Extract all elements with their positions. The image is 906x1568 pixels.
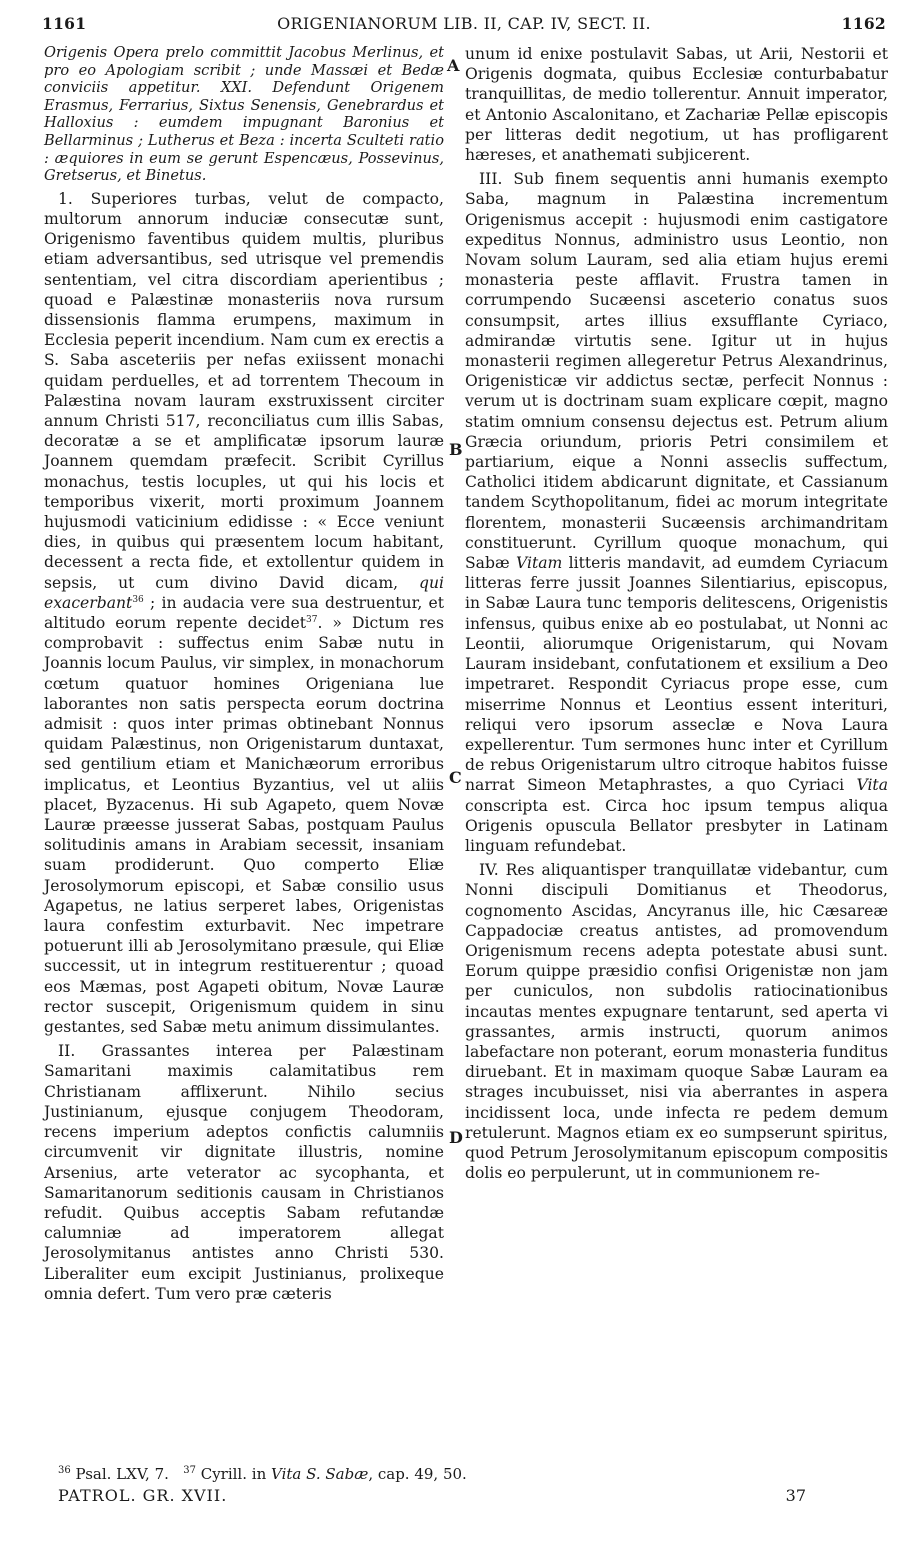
footnote-ref-37: 37 (306, 614, 318, 625)
running-title: ORIGENIANORUM LIB. II, CAP. IV, SECT. II. (277, 14, 651, 33)
margin-marker-b: B (449, 440, 463, 459)
right-page-number: 1162 (841, 14, 886, 33)
footnote-37-text-a: Cyrill. in (200, 1465, 267, 1483)
signature-number: 37 (785, 1486, 806, 1505)
paragraph-1-end: . » Dictum res comprobavit : suffectus enim Sabæ nutu in Joannis locum Paulus, vir simplex, in monachorum cœtum quatuor homines Origeniana lue laborantes non satis perspecta eorum doctrina admisit : quos inter primas obtinebant Nonnus quidam Palæstinus, non Origenistarum duntaxat, sed gentilium etiam et Manichæorum erroribus implicatus, et Leontius Byzantius, vel ut aliis placet, Byzacenus. Hi sub Agapeto, quem Novæ Lauræ præesse jusserat Sabas, postquam Paulus solitudinis amans in Arabiam secessit, insaniam suam prodiderunt. Quo comperto Eliæ Jerosolymorum episcopi, et Sabæ consilio usus Agapetus, ne latius serperet labes, Origenistas laura confestim exturbavit. Nec impetrare potuerunt illi ab Jerosolymitano præsule, qui Eliæ successit, ut in integrum restituerentur ; quoad eos Mæmas, post Agapeti obitum, Novæ Lauræ rector suscepit, Origenismum quidem in sinu gestantes, sed Sabæ metu animum dissimulantes. (44, 614, 444, 1037)
paragraph-2: II. Grassantes interea per Palæstinam Samaritani maximis calamitatibus rem Christianam afflixerunt. Nihilo secius Justinianum, ejusque conjugem Theodoram, recens imperium adeptos confictis calumniis circumvenit vir dignitate illustris, nomine Arsenius, arte veterator ac sycophanta, et Samaritanorum seditionis causam in Christianos refudit. Quibus acceptis Sabam refutandæ calumniæ ad imperatorem allegat Jerosolymitanus antistes anno Christi 530. Liberaliter eum excipit Justinianus, prolixeque omnia defert. Tum vero præ cæteris (44, 1042, 444, 1303)
left-page-number: 1161 (42, 14, 87, 33)
paragraph-1-italic: qui exacerbant (44, 573, 444, 612)
paragraph-1-mid: ; in audacia vere sua destruentur, et altitudo eorum repente decidet (44, 593, 444, 633)
margin-marker-d: D (449, 1128, 463, 1147)
running-header (42, 14, 886, 38)
left-column (44, 44, 444, 1304)
paragraph-3-italic-vita: Vita (856, 776, 888, 795)
paragraph-3-text-a: III. Sub finem sequentis anni humanis exempto Saba, magnum in Palæstina incrementum Origenismus accepit : hujusmodi enim castigatore expeditus Nonnus, administro usus Leontio, non Novam solum Lauram, sed alia etiam hujus eremi monasteria peste afflavit. Frustra tamen in corrumpendo Sucæensi asceterio conatus suos consumpsit, artes illius exsufflante Cyriaco, admirandæ virtutis sene. Igitur ut in hujus monasterii regimen allegeretur Petrus Alexandrinus, Origenisticæ vir addictus sectæ, perfecit Nonnus : verum ut is doctrinam suam explicare cœpit, magno statim omnium consensu dejectus est. Petrum alium Græcia oriundum, prioris Petri consimilem et partiarium, eique a Nonni asseclis suffectum, Catholici itidem abdicarunt dignitate, et Cassianum tandem Scythopolitanum, fidei ac morum integritate florentem, monasterii Sucæensis archimandritam constituerunt. Cyrillum quoque monachum, qui Sabæ (465, 170, 888, 573)
footnote-37-italic: Vita S. Sabæ (271, 1465, 369, 1483)
right-column (465, 44, 888, 1183)
paragraph-1-text: 1. Superiores turbas, velut de compacto, multorum annorum induciæ consecutæ sunt, Origenismo faventibus quidem multis, pluribus etiam adversantibus, sed utrisque vel premendis sententiam, vel citra discordiam aperientibus ; quoad e Palæstinæ monasteriis nova rursum dissensionis flamma erumpens, maximum in Ecclesia peperit incendium. Nam cum ex erectis a S. Saba asceteriis per nefas exiissent monachi quidam perduelles, et ad torrentem Thecoum in Palæstina novam lauram exstruxissent circiter annum Christi 517, reconciliatus cum illis Sabas, decoratæ a se et amplificatæ ipsorum lauræ Joannem quemdam præfecit. Scribit Cyrillus monachus, testis locuples, ut qui his locis et temporibus vixerit, morti proximum Joannem hujusmodi vaticinium edidisse : « Ecce veniunt dies, in quibus qui præsentem locum habitant, decessent a recta fide, et extollentur quidem in sepsis, ut cum divino David dicam, (44, 189, 444, 592)
footnotes (58, 1464, 467, 1484)
footnote-ref-36: 36 (132, 594, 144, 605)
paragraph-2-continued: unum id enixe postulavit Sabas, ut Arii, Nestorii et Origenis dogmata, quibus Ecclesiæ conturbabatur tranquillitas, de medio tollerentur. Annuit imperator, et Antonio Ascalonitano, et Zachariæ Pellæ episcopis per litteras dedit negotium, ut has profligarent hæreses, et anathemati subjicerent. (465, 45, 888, 165)
margin-marker-c: C (449, 768, 462, 787)
chapter-summary: Origenis Opera prelo committit Jacobus Merlinus, et pro eo Apologiam scribit ; unde Massæi et Bedæ conviciis appetitur. XXI. Defendunt Origenem Erasmus, Ferrarius, Sixtus Senensis, Genebrardus et Halloxius : eumdem impugnant Baronius et Bellarminus ; Lutherus et Beza : incerta Sculteti ratio : æquiores in eum se gerunt Espencæus, Possevinus, Gretserus, et Binetus. (44, 44, 444, 185)
paragraph-3 (465, 169, 888, 856)
paragraph-1 (44, 189, 444, 1038)
paragraph-3-italic-vitam: Vitam (515, 554, 563, 573)
footnote-37-text-b: , cap. 49, 50. (368, 1465, 467, 1483)
footnote-36-text: Psal. LXV, 7. (75, 1465, 169, 1483)
paragraph-3-text-b: litteris mandavit, ad eumdem Cyriacum litteras ferre jussit Joannes Silentiarius, episcopus, in Sabæ Laura tunc temporis delitescens, Origenistis infensus, quibus enixe ab eo postulabat, ut Nonni ac Leontii, aliorumque Origenistarum, qui Novam Lauram insidebant, confutationem et exsilium a Deo impetraret. Respondit Cyriacus prope esse, cum miserrime Nonnus et Leontius essent interituri, reliqui vero ipsorum asseclæ e Nova Laura expellerentur. Tum sermones hunc inter et Cyrillum de rebus Origenistarum ultro citroque habitos fuisse narrat Simeon Metaphrastes, a quo Cyriaci (465, 554, 888, 795)
footnote-36-number: 36 (58, 1465, 71, 1476)
paragraph-4: IV. Res aliquantisper tranquillatæ videbantur, cum Nonni discipuli Domitianus et Theodorus, cognomento Ascidas, Ancyranus ille, hic Cæsareæ Cappadociæ creatus antistes, ad promovendum Origenismum recens adepta potestate abusi sunt. Eorum quippe præsidio confisi Origenistæ non jam per cuniculos, non subdolis ratiocinationibus incautas mentes expugnare tentarunt, sed aperta vi grassantes, armis instructi, quorum animos labefactare non poterant, eorum monasteria funditus diruebant. Et in maximam quoque Sabæ Lauram ea strages incubuisset, nisi via aberrantes in aspera incidissent loca, unde infecta re pedem demum retulerunt. Magnos etiam ex eo sumpserunt spiritus, quod Petrum Jerosolymitanum episcopum compositis dolis eo perpulerunt, ut in communionem re- (465, 861, 888, 1183)
footnote-37-number: 37 (183, 1465, 196, 1476)
margin-marker-a: A (447, 56, 460, 75)
printer-signature: PATROL. GR. XVII. (58, 1486, 228, 1505)
paragraph-3-text-c: conscripta est. Circa hoc ipsum tempus aliqua Origenis opuscula Bellator presbyter in Latinam linguam refundebat. (465, 796, 888, 855)
